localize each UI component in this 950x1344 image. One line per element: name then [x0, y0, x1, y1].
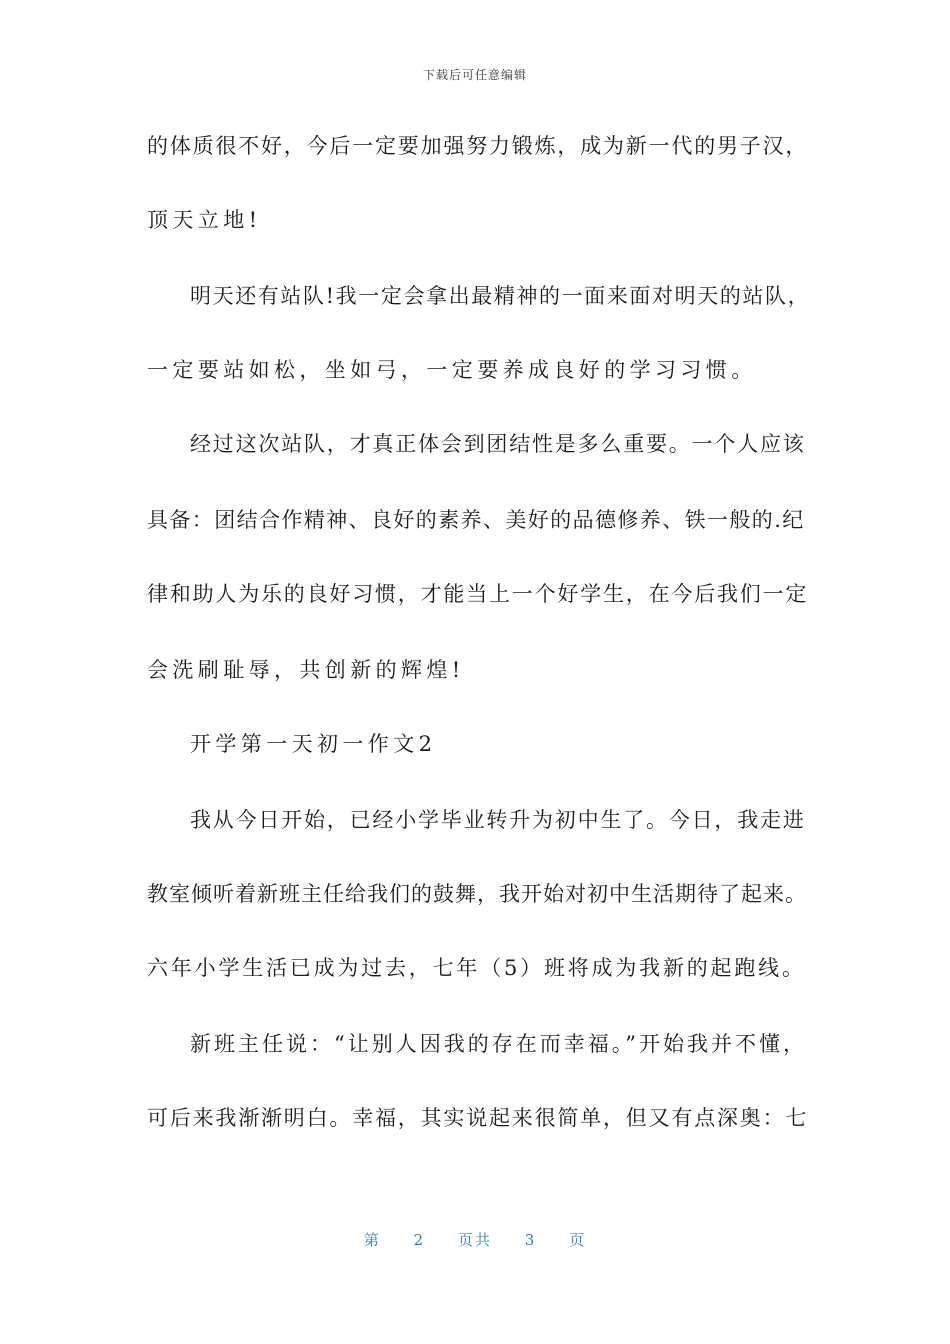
paragraph-line: 新班主任说：“让别人因我的存在而幸福。”开始我并不懂，: [190, 1032, 807, 1056]
paragraph-line: 明天还有站队!我一定会拿出最精神的一面来面对明天的站队，: [190, 284, 811, 308]
paragraph-line: 我从今日开始，已经小学毕业转升为初中生了。今日，我走进: [190, 808, 806, 832]
paragraph-line: 会洗刷耻辱，共创新的辉煌!: [147, 658, 465, 682]
footer-total-pages: 3: [524, 1231, 537, 1249]
paragraph-line: 教室倾听着新班主任给我们的鼓舞，我开始对初中生活期待了起来。: [147, 882, 807, 906]
paragraph-line: 具备：团结合作精神、良好的素养、美好的品德修养、铁一般的.纪: [147, 508, 805, 532]
footer-current-page: 2: [413, 1231, 426, 1249]
paragraph-line: 经过这次站队，才真正体会到团结性是多么重要。一个人应该: [190, 432, 806, 456]
footer-suffix: 页: [569, 1231, 587, 1249]
section-heading: 开学第一天初一作文2: [190, 732, 437, 756]
footer-middle: 页共: [457, 1231, 492, 1249]
paragraph-line: 律和助人为乐的良好习惯，才能当上一个好学生，在今后我们一定: [147, 582, 809, 606]
paragraph-line: 顶天立地!: [147, 208, 262, 232]
footer-prefix: 第: [363, 1231, 381, 1249]
paragraph-line: 可后来我渐渐明白。幸福，其实说起来很简单，但又有点深奥：七: [147, 1106, 809, 1130]
header-note: 下载后可任意编辑: [422, 68, 527, 82]
page-footer: [0, 1229, 950, 1250]
paragraph-line: 的体质很不好，今后一定要加强努力锻炼，成为新一代的男子汉，: [147, 134, 809, 158]
paragraph-line: 一定要站如松，坐如弓，一定要养成良好的学习习惯。: [147, 358, 757, 382]
paragraph-line: 六年小学生活已成为过去，七年（5）班将成为我新的起跑线。: [147, 956, 806, 980]
